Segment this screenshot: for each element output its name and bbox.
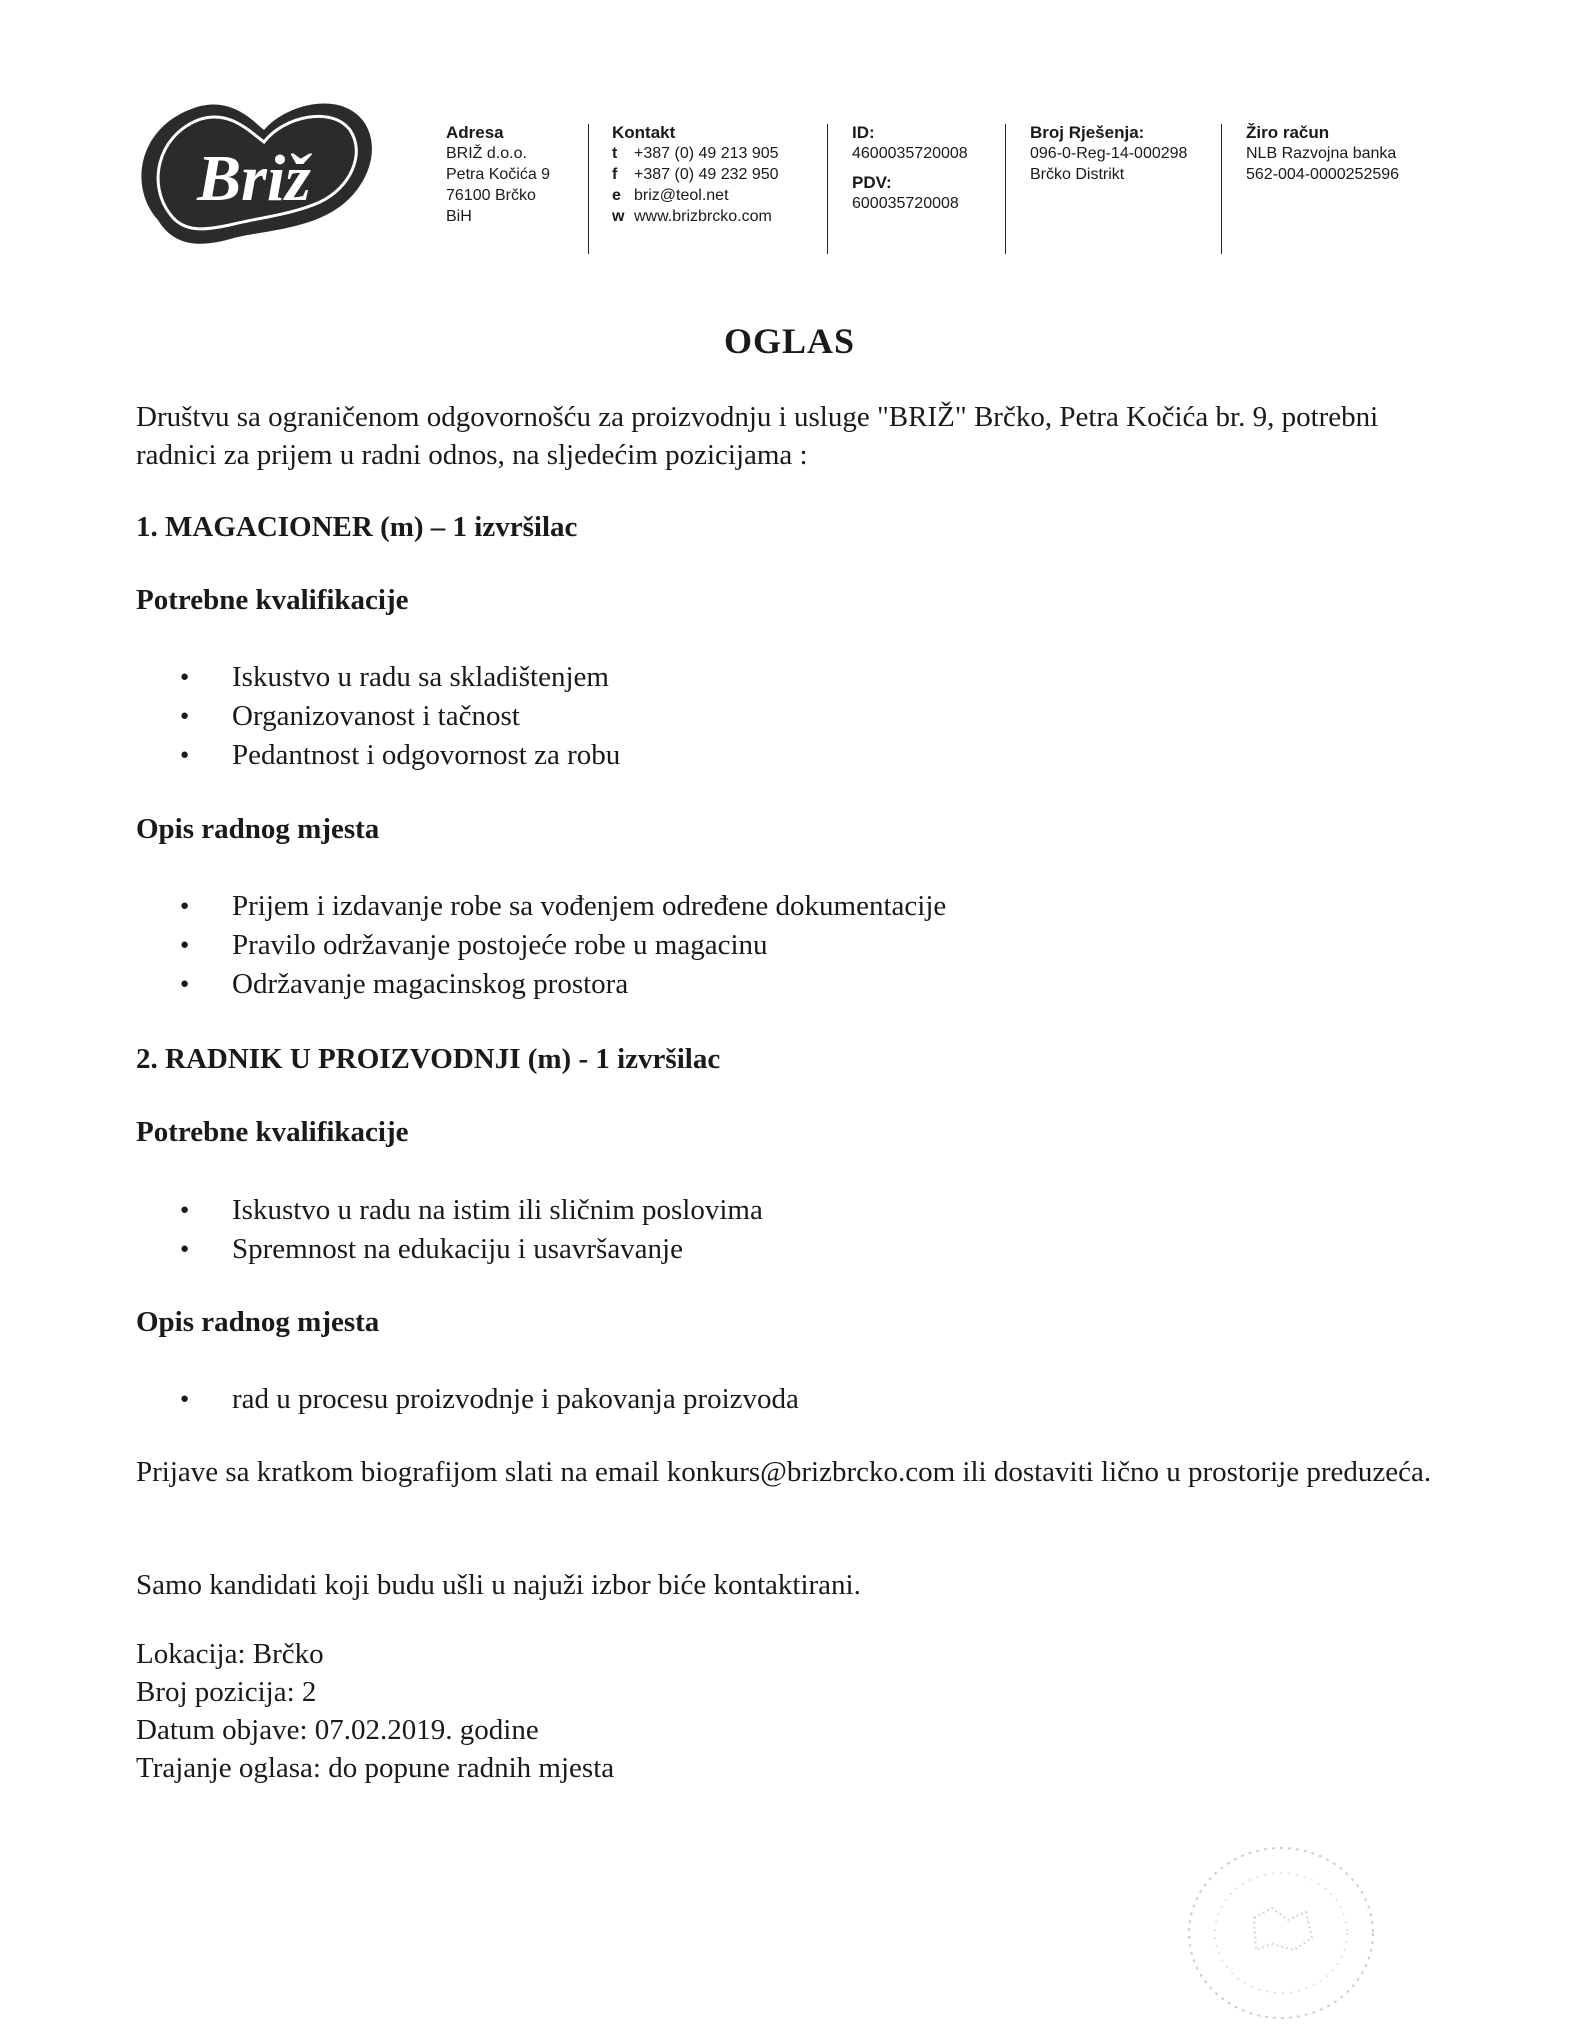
header-divider	[1221, 124, 1222, 254]
solution-line: 096-0-Reg-14-000298	[1030, 145, 1188, 162]
qualifications-heading: Potrebne kvalifikacije	[136, 1116, 409, 1148]
address-line: BRIŽ d.o.o.	[446, 145, 527, 162]
job-description-heading: Opis radnog mjesta	[136, 813, 380, 845]
publish-date-line: Datum objave: 07.02.2019. godine	[136, 1714, 539, 1746]
contact-phone	[612, 143, 779, 164]
list-item: ● Iskustvo u radu na istim ili sličnim poslovima	[180, 1191, 763, 1230]
list-item: ● Pedantnost i odgovornost za robu	[180, 736, 620, 775]
account-line: NLB Razvojna banka	[1246, 145, 1397, 162]
id-value: 4600035720008	[852, 145, 968, 162]
web-value: www.brizbrcko.com	[634, 208, 772, 225]
position-heading: 2. RADNIK U PROIZVODNJI (m) - 1 izvršilac	[136, 1043, 721, 1075]
header-address	[446, 122, 550, 227]
fax-value: +387 (0) 49 232 950	[634, 166, 779, 183]
logo-wordmark: Briž	[197, 142, 311, 215]
address-label: Adresa	[446, 123, 504, 142]
phone-value: +387 (0) 49 213 905	[634, 145, 779, 162]
contact-fax	[612, 164, 779, 185]
list-item: ● Organizovanost i tačnost	[180, 697, 620, 736]
document-title: OGLAS	[723, 321, 856, 361]
list-item: ● Spremnost na edukaciju i usavršavanje	[180, 1230, 763, 1269]
address-line: Petra Kočića 9	[446, 166, 551, 183]
contact-web	[612, 206, 779, 227]
address-line: 76100 Brčko	[446, 187, 536, 204]
list-item: ● Iskustvo u radu sa skladištenjem	[180, 658, 620, 697]
header-divider	[827, 124, 828, 254]
duties-list	[180, 887, 946, 1004]
solution-label: Broj Rješenja:	[1030, 123, 1145, 142]
account-label: Žiro račun	[1246, 123, 1330, 142]
job-description-heading: Opis radnog mjesta	[136, 1306, 380, 1338]
address-line: BiH	[446, 208, 472, 225]
briz-logo	[136, 92, 376, 257]
header-divider	[588, 124, 589, 254]
list-item: ● rad u procesu proizvodnje i pakovanja proizvoda	[180, 1380, 799, 1419]
header-divider	[1005, 124, 1006, 254]
contact-email	[612, 185, 779, 206]
pdv-label: PDV:	[852, 173, 892, 192]
contact-label: Kontakt	[612, 123, 676, 142]
header-account	[1246, 122, 1399, 185]
pdv-value: 600035720008	[852, 195, 959, 212]
duration-line: Trajanje oglasa: do popune radnih mjesta	[136, 1752, 615, 1784]
qualifications-list	[180, 658, 620, 775]
faded-stamp	[1176, 1838, 1386, 2028]
location-line: Lokacija: Brčko	[136, 1638, 324, 1670]
qualifications-list	[180, 1191, 763, 1269]
header-solution	[1030, 122, 1187, 185]
email-value: briz@teol.net	[634, 187, 729, 204]
account-line: 562-004-0000252596	[1246, 166, 1400, 183]
solution-line: Brčko Distrikt	[1030, 166, 1125, 183]
phone-key: t	[612, 145, 618, 162]
list-item: ● Pravilo održavanje postojeće robe u magacinu	[180, 926, 946, 965]
header-ids	[852, 122, 968, 214]
position-heading: 1. MAGACIONER (m) – 1 izvršilac	[136, 511, 578, 543]
positions-count-line: Broj pozicija: 2	[136, 1676, 317, 1708]
id-label: ID:	[852, 123, 875, 142]
web-key: w	[612, 208, 625, 225]
fax-key: f	[612, 166, 618, 183]
header-contact	[612, 122, 779, 227]
qualifications-heading: Potrebne kvalifikacije	[136, 584, 409, 616]
list-item: ● Održavanje magacinskog prostora	[180, 965, 946, 1004]
list-item: ● Prijem i izdavanje robe sa vođenjem određene dokumentacije	[180, 887, 946, 926]
intro-paragraph: Društvu sa ograničenom odgovornošću za proizvodnju i usluge "BRIŽ" Brčko, Petra Kočića br. 9, potrebni radnici za prijem u radni odnos, na sljedećim pozicijama :	[136, 401, 1379, 471]
email-key: e	[612, 187, 621, 204]
details-block	[136, 1635, 614, 1787]
application-instructions: Prijave sa kratkom biografijom slati na email konkurs@brizbrcko.com ili dostaviti lično u prostorije preduzeća.	[136, 1456, 1432, 1488]
duties-list	[180, 1380, 799, 1419]
shortlist-note: Samo kandidati koji budu ušli u najuži izbor biće kontaktirani.	[136, 1569, 861, 1601]
